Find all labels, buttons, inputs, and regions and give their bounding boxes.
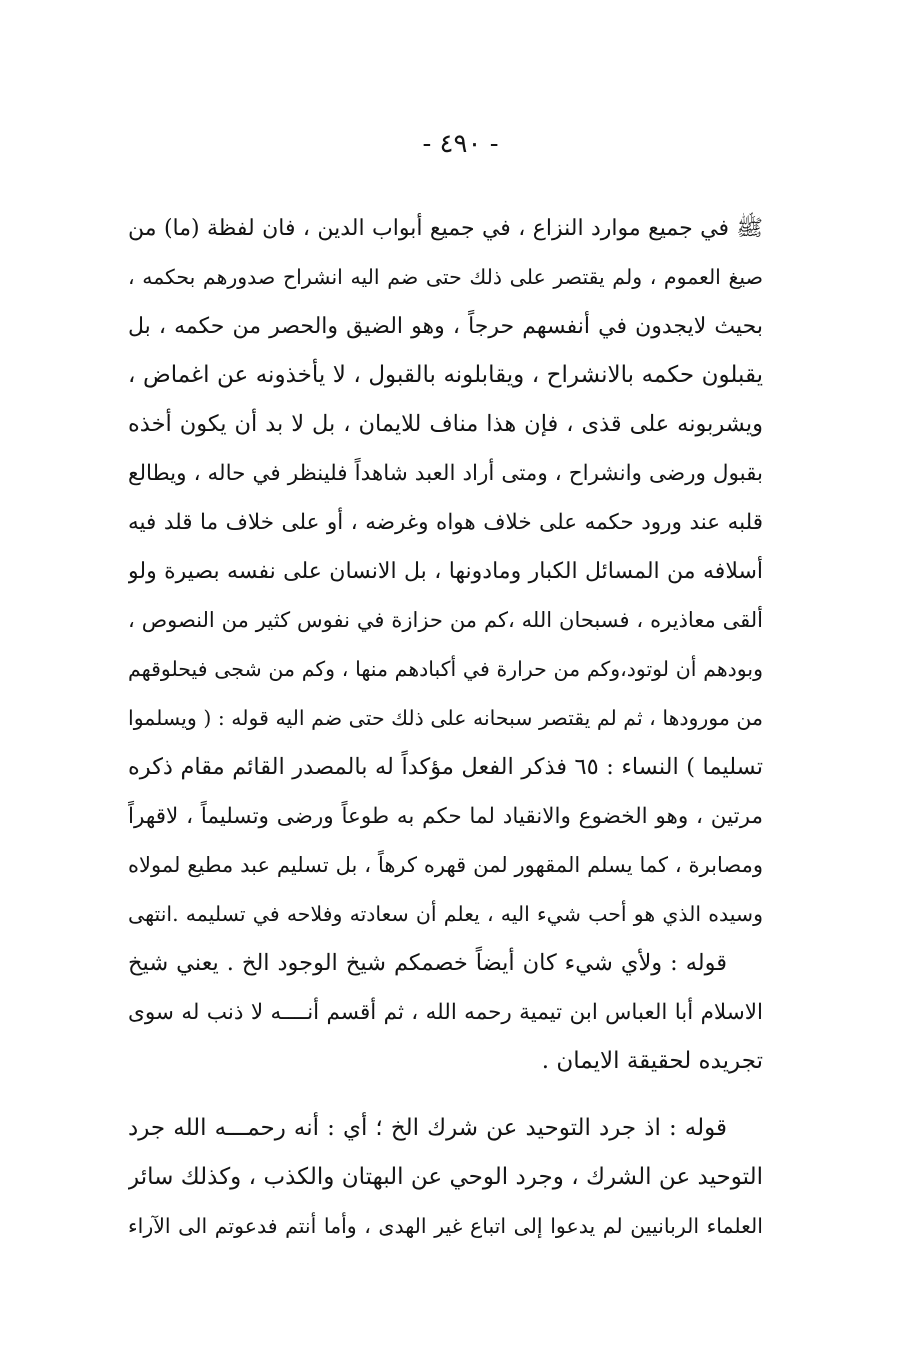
text-line: مرتين ، وهو الخضوع والانقياد لما حكم به طوعاً ورضى وتسليماً ، لاقهراً <box>128 804 763 829</box>
text-line: العلماء الربانيين لم يدعوا إلى اتباع غير الهدى ، وأما أنتم فدعوتم الى الآراء <box>128 1214 763 1238</box>
text-line: وسيده الذي هو أحب شيء اليه ، يعلم أن سعادته وفلاحه في تسليمه .انتهى <box>128 902 763 926</box>
text-line: التوحيد عن الشرك ، وجرد الوحي عن البهتان والكذب ، وكذلك سائر <box>128 1164 763 1190</box>
text-line: يقبلون حكمه بالانشراح ، ويقابلونه بالقبول ، لا يأخذونه عن اغماض ، <box>128 362 763 388</box>
page-number: - ٤٩٠ - <box>422 129 499 159</box>
paragraph-gap <box>128 1086 763 1104</box>
text-line: بقبول ورضى وانشراح ، ومتى أراد العبد شاهداً فلينظر في حاله ، ويطالع <box>128 461 763 486</box>
text-line: بحيث لايجدون في أنفسهم حرجاً ، وهو الضيق والحصر من حكمه ، بل <box>128 314 763 339</box>
text-line: ألقى معاذيره ، فسبحان الله ،كم من حزازة في نفوس كثير من النصوص ، <box>128 608 763 632</box>
text-line: تجريده لحقيقة الايمان . <box>541 1048 763 1074</box>
text-line: ويشربونه على قذى ، فإن هذا مناف للايمان ، بل لا بد أن يكون أخذه <box>128 411 763 437</box>
text-line: تسليما ) النساء : ٦٥ فذكر الفعل مؤكداً له بالمصدر القائم مقام ذكره <box>128 754 763 780</box>
paragraph-1 <box>128 204 763 939</box>
text-line: ﷺ في جميع موارد النزاع ، في جميع أبواب الدين ، فان لفظة (ما) من <box>128 216 763 241</box>
text-line: قلبه عند ورود حكمه على خلاف هواه وغرضه ، أو على خلاف ما قلد فيه <box>128 510 763 535</box>
text-line: الاسلام أبا العباس ابن تيمية رحمه الله ، ثم أقسم أنــــه لا ذنب له سوى <box>128 1000 763 1025</box>
paragraph-3 <box>128 1104 763 1251</box>
paragraph-2 <box>128 939 763 1086</box>
text-line: وبودهم أن لوتود،وكم من حرارة في أكبادهم منها ، وكم من شجى فيحلوقهم <box>128 657 763 681</box>
text-line: قوله : اذ جرد التوحيد عن شرك الخ ؛ أي : أنه رحمـــه الله جرد <box>128 1115 727 1141</box>
text-line: أسلافه من المسائل الكبار ومادونها ، بل الانسان على نفسه بصيرة ولو <box>128 559 763 584</box>
text-line: قوله : ولأي شيء كان أيضاً خصمكم شيخ الوجود الخ . يعني شيخ <box>128 950 727 976</box>
body-text <box>128 204 763 1251</box>
text-line: ومصابرة ، كما يسلم المقهور لمن قهره كرهاً ، بل تسليم عبد مطيع لمولاه <box>128 853 763 877</box>
text-line: صيغ العموم ، ولم يقتصر على ذلك حتى ضم اليه انشراح صدورهم بحكمه ، <box>128 265 763 289</box>
text-line: من مورودها ، ثم لم يقتصر سبحانه على ذلك حتى ضم اليه قوله : ( ويسلموا <box>128 706 763 730</box>
